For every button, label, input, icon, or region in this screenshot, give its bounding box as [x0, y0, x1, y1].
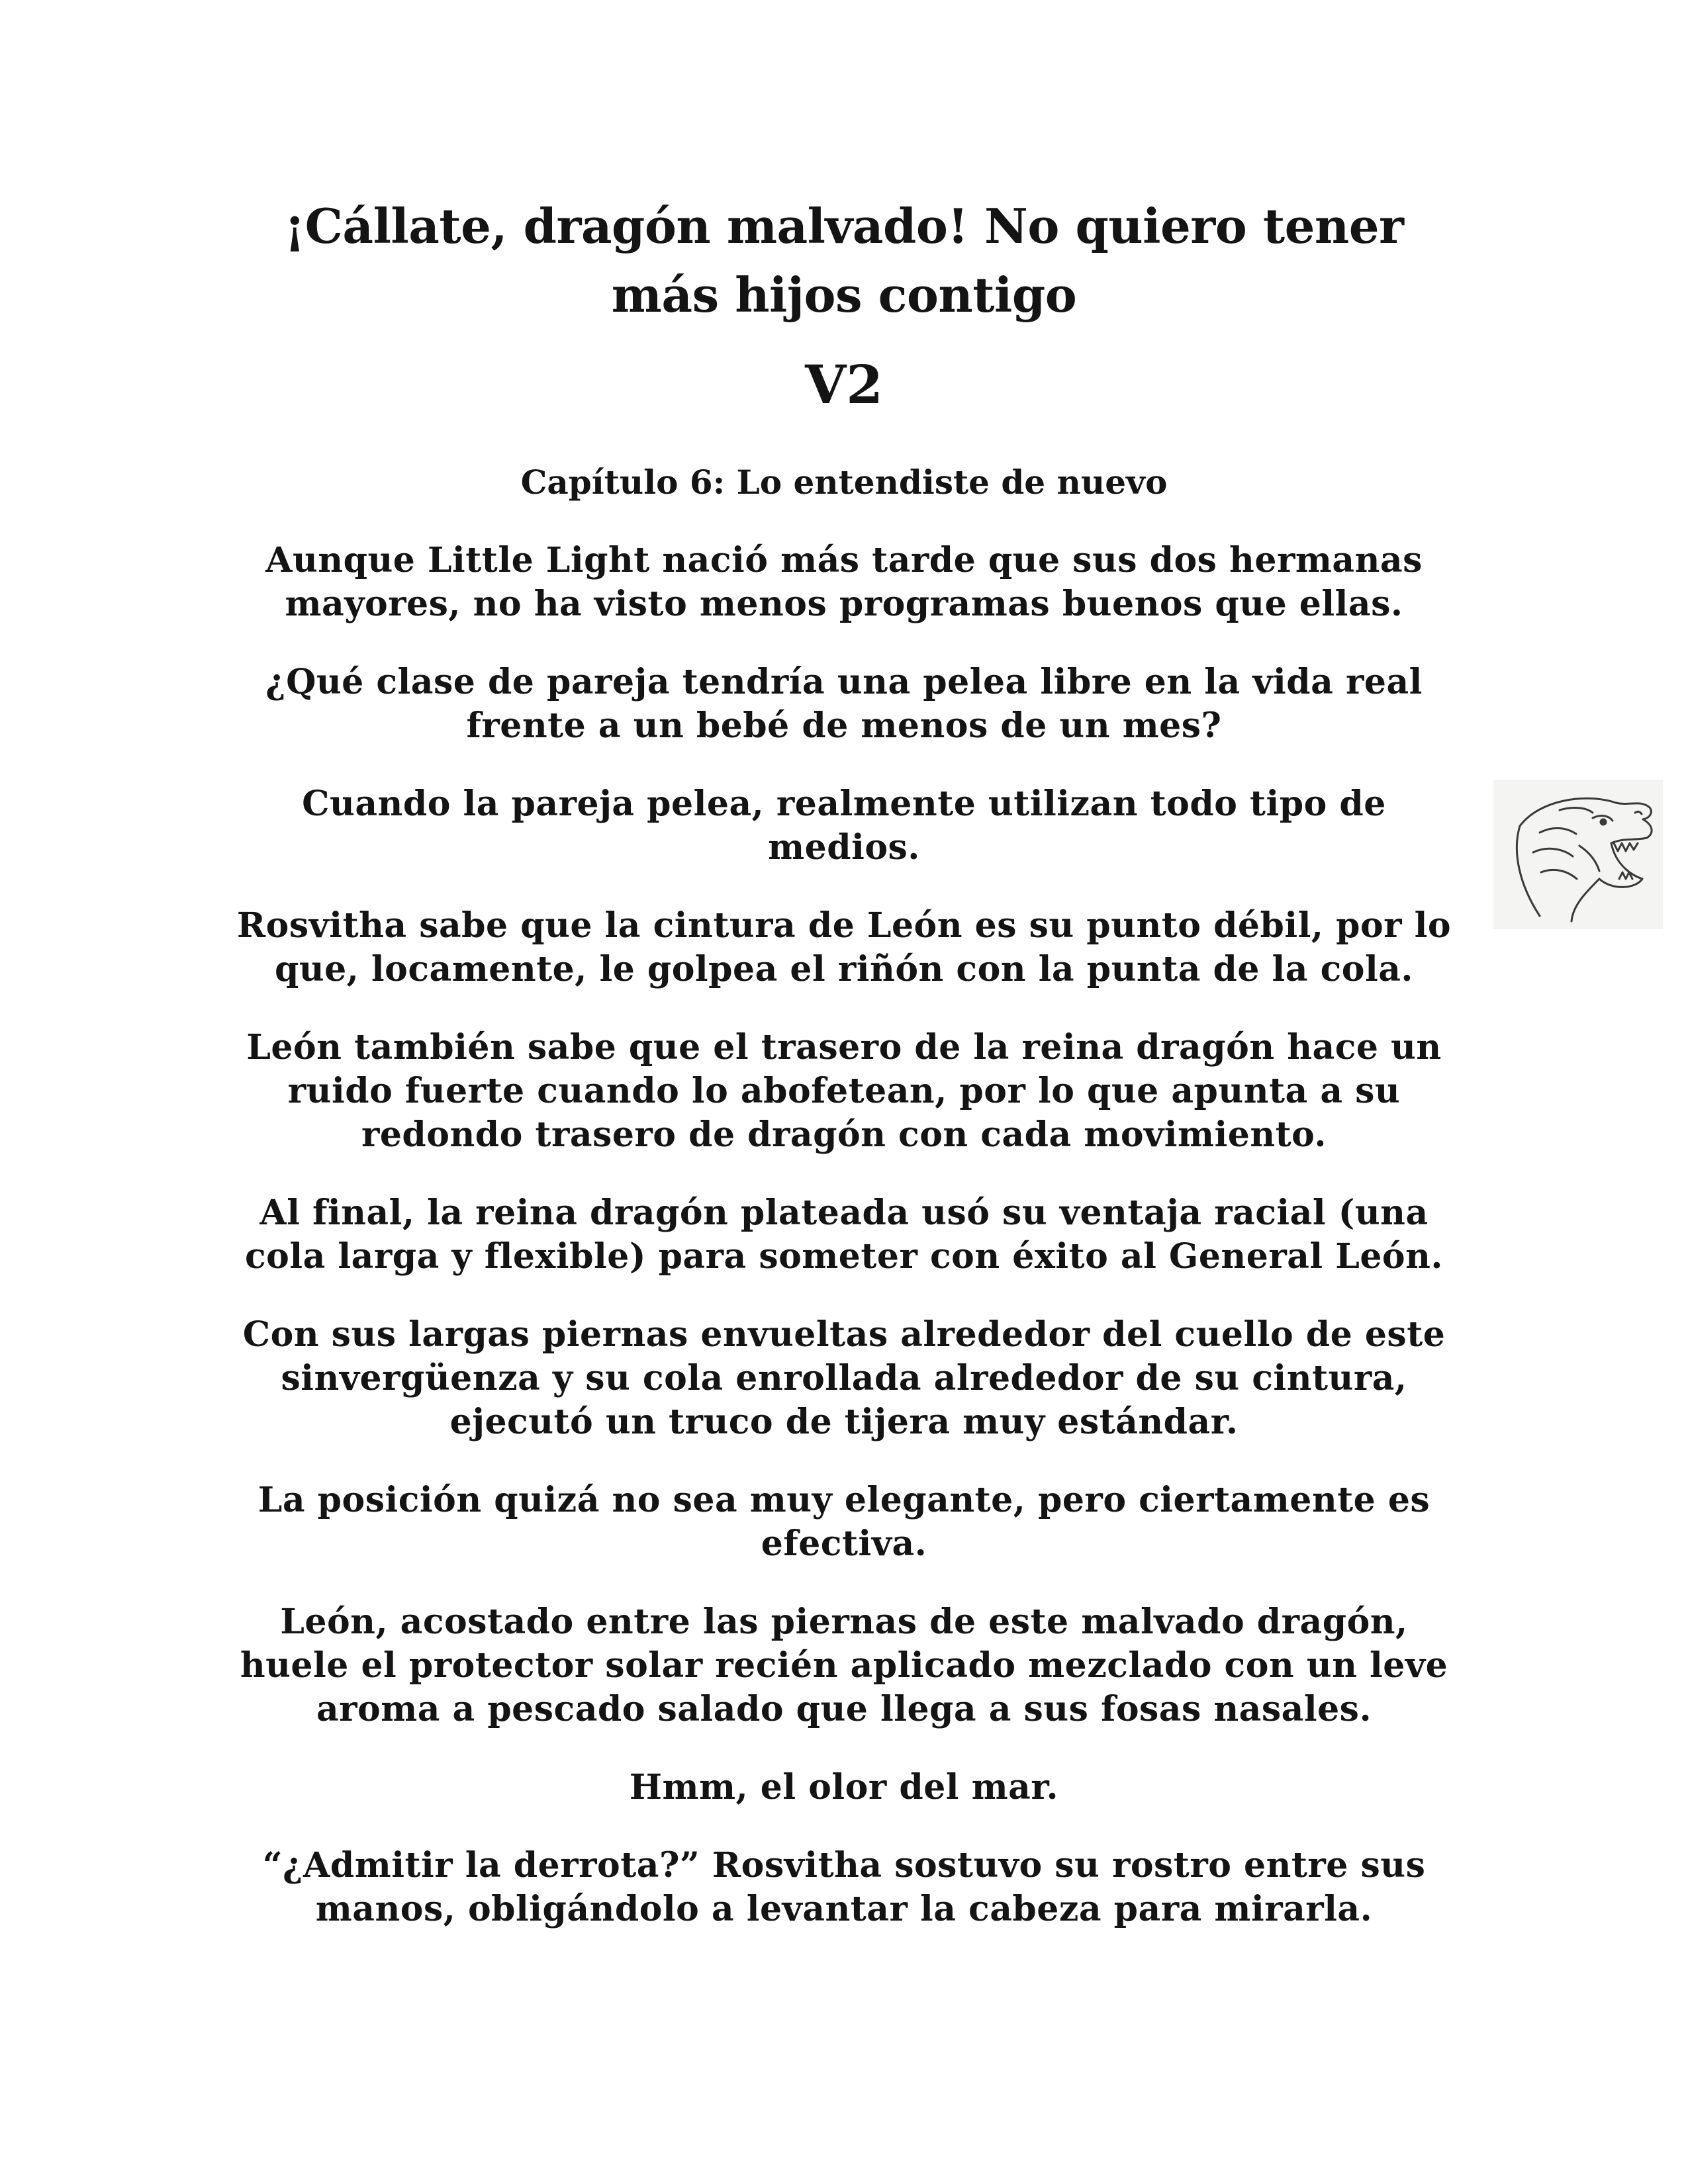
- paragraph-line: frente a un bebé de menos de un mes?: [466, 705, 1222, 746]
- paragraph-line: La posición quizá no sea muy elegante, pero ciertamente es: [258, 1480, 1430, 1520]
- paragraph-line: huele el protector solar recién aplicado mezclado con un leve: [240, 1645, 1448, 1686]
- paragraph: [218, 1313, 1470, 1444]
- paragraph: [218, 1191, 1470, 1279]
- paragraph-line: León, acostado entre las piernas de este malvado dragón,: [280, 1602, 1408, 1642]
- paragraph: [218, 539, 1470, 626]
- paragraph-line: Al final, la reina dragón plateada usó su ventaja racial (una: [259, 1193, 1429, 1233]
- paragraph-line: medios.: [768, 827, 920, 868]
- paragraph-line: cola larga y flexible) para someter con éxito al General León.: [244, 1236, 1444, 1277]
- paragraph: [218, 1600, 1470, 1731]
- paragraph: [218, 1026, 1470, 1157]
- paragraph-line: efectiva.: [761, 1524, 927, 1564]
- title-line: ¡Cállate, dragón malvado! No quiero tener: [284, 198, 1404, 254]
- paragraph-line: ruido fuerte cuando lo abofetean, por lo que apunta a su: [287, 1071, 1401, 1111]
- chapter-heading: Capítulo 6: Lo entendiste de nuevo: [520, 463, 1168, 502]
- paragraph-line: manos, obligándolo a levantar la cabeza para mirarla.: [315, 1889, 1373, 1929]
- paragraph-line: “¿Admitir la derrota?” Rosvitha sostuvo su rostro entre sus: [262, 1845, 1426, 1886]
- paragraph-line: ¿Qué clase de pareja tendría una pelea libre en la vida real: [265, 662, 1423, 702]
- paragraph-line: León también sabe que el trasero de la reina dragón hace un: [246, 1027, 1442, 1068]
- document-page: [218, 192, 1470, 1966]
- paragraph: [218, 1844, 1470, 1931]
- paragraph: [218, 1766, 1470, 1809]
- dragon-head-icon: [1493, 780, 1663, 929]
- paragraph: [218, 1479, 1470, 1566]
- paragraph-line: ejecutó un truco de tijera muy estándar.: [449, 1402, 1239, 1442]
- version-label: V2: [805, 353, 883, 416]
- title-line: más hijos contigo: [611, 267, 1077, 323]
- paragraph-line: Con sus largas piernas envueltas alrededor del cuello de este: [242, 1314, 1446, 1355]
- paragraph-line: que, locamente, le golpea el riñón con la punta de la cola.: [274, 949, 1414, 989]
- paragraph: [218, 660, 1470, 748]
- paragraph-line: Hmm, el olor del mar.: [629, 1767, 1059, 1807]
- paragraph-line: aroma a pescado salado que llega a sus fosas nasales.: [316, 1689, 1372, 1729]
- paragraph-line: Cuando la pareja pelea, realmente utilizan todo tipo de: [302, 784, 1386, 824]
- paragraph-line: Rosvitha sabe que la cintura de León es su punto débil, por lo: [236, 905, 1452, 946]
- paragraph-line: redondo trasero de dragón con cada movimiento.: [361, 1115, 1327, 1155]
- document-title: [218, 192, 1470, 330]
- paragraph-line: Aunque Little Light nació más tarde que sus dos hermanas: [265, 540, 1423, 580]
- paragraph: [218, 904, 1470, 991]
- paragraph-line: mayores, no ha visto menos programas buenos que ellas.: [285, 584, 1403, 624]
- paragraph: [218, 782, 1470, 870]
- paragraph-line: sinvergüenza y su cola enrollada alrededor de su cintura,: [281, 1358, 1407, 1398]
